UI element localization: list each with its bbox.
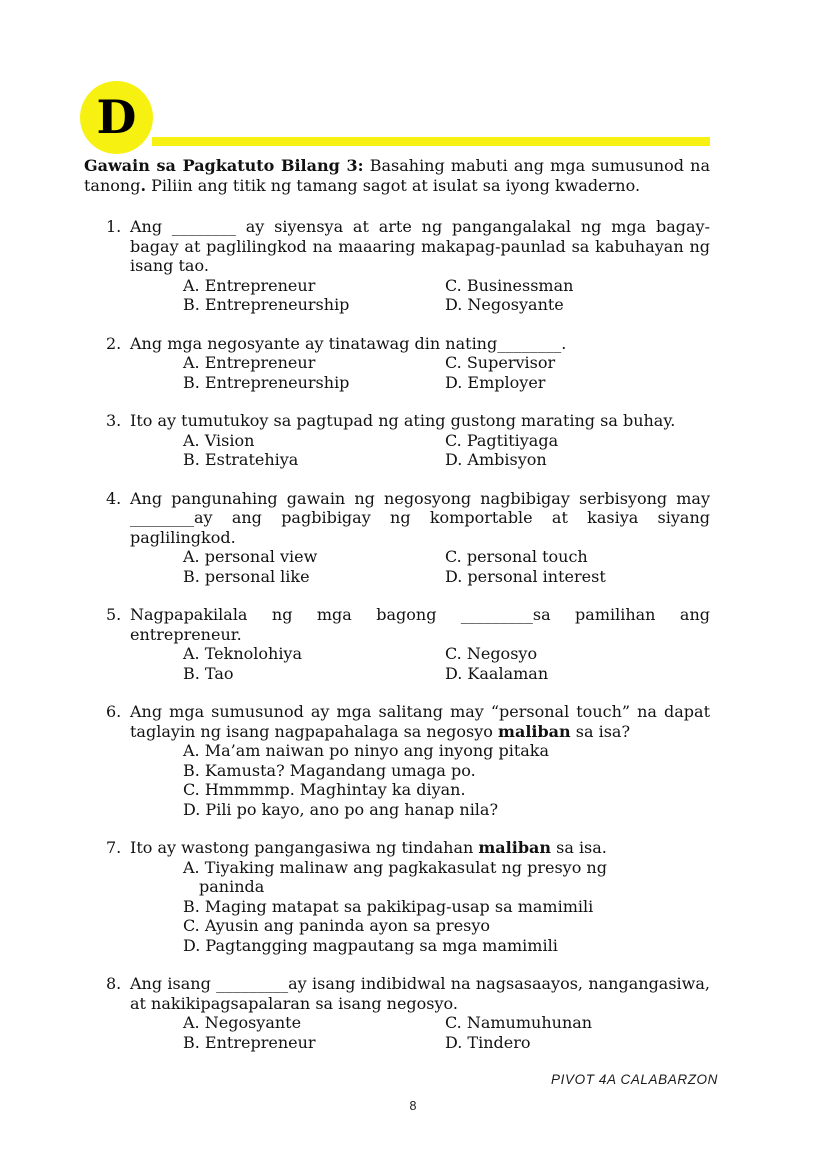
yellow-rule xyxy=(152,137,710,146)
question-number: 2. xyxy=(106,333,122,353)
question-body xyxy=(130,489,710,587)
activity-title: Gawain sa Pagkatuto Bilang 3: xyxy=(84,156,364,175)
section-badge-letter: D xyxy=(96,89,137,144)
option-item: D. Tindero xyxy=(445,1032,531,1052)
activity-instructions-text-a: Basahing mabuti ang mga sumusunod na tanong xyxy=(84,156,711,195)
activity-instructions-bold-period: . xyxy=(140,175,147,195)
question-text xyxy=(130,838,710,858)
option-group xyxy=(183,276,710,315)
question-row xyxy=(106,974,710,1052)
question-body xyxy=(130,605,710,683)
question-row xyxy=(106,605,710,683)
option-item: C. Hmmmmp. Maghintay ka diyan. xyxy=(183,780,466,799)
question-item xyxy=(84,334,710,393)
question-item xyxy=(84,974,710,1052)
option-item: C. Pagtitiyaga xyxy=(445,430,559,450)
option-item: A. Ma’am naiwan po ninyo ang inyong pitaka xyxy=(183,741,550,760)
option-group xyxy=(183,547,710,586)
option-group xyxy=(183,1013,710,1052)
option-group xyxy=(183,353,710,392)
option-item: B. Maging matapat sa pakikipag-usap sa mamimili xyxy=(183,896,594,916)
question-text-before: Ang pangunahing gawain ng negosyong nagbibigay serbisyong may ________ay ang pagbibigay ng komportable at kasiya siyang paglilingkod. xyxy=(130,488,710,547)
option-item: A. Negosyante xyxy=(183,1013,302,1032)
option-item: D. Kaalaman xyxy=(445,663,549,683)
question-item xyxy=(84,411,710,470)
question-number: 3. xyxy=(106,411,122,430)
question-item xyxy=(84,605,710,683)
question-body xyxy=(130,334,710,393)
page-number: 8 xyxy=(409,1099,417,1113)
activity-instructions-text-b: Piliin ang titik ng tamang sagot at isulat sa iyong kwaderno. xyxy=(146,175,641,195)
question-text xyxy=(130,334,710,354)
option-item: B. Entrepreneurship xyxy=(183,372,350,392)
option-item: A. Tiyaking malinaw ang pagkakasulat ng presyo ng paninda xyxy=(183,857,607,896)
option-item: C. Negosyo xyxy=(445,644,538,663)
question-number: 4. xyxy=(106,488,122,508)
option-item: C. personal touch xyxy=(445,547,588,566)
option-item: D. Ambisyon xyxy=(445,450,547,469)
question-text xyxy=(130,411,710,431)
question-row xyxy=(106,217,710,315)
option-item: B. Estratehiya xyxy=(183,450,299,469)
question-text xyxy=(130,605,710,644)
option-item: B. Entrepreneur xyxy=(183,1032,316,1052)
option-item: B. Tao xyxy=(183,663,234,683)
option-item: D. Negosyante xyxy=(445,295,564,314)
question-text xyxy=(130,217,710,276)
question-text-after: sa isa. xyxy=(551,838,607,857)
question-row xyxy=(106,489,710,587)
option-item: A. Vision xyxy=(183,430,255,450)
question-item xyxy=(84,217,710,315)
option-item: C. Businessman xyxy=(445,275,574,295)
question-body xyxy=(130,974,710,1052)
option-item: D. Pagtangging magpautang sa mga mamimili xyxy=(183,935,558,955)
page-content xyxy=(84,156,710,1071)
option-group xyxy=(183,431,710,470)
question-text-before: Ang mga negosyante ay tinatawag din nating________. xyxy=(130,333,567,353)
question-text-before: Ito ay tumutukoy sa pagtupad ng ating gustong marating sa buhay. xyxy=(130,411,676,430)
option-item: B. personal like xyxy=(183,566,310,586)
option-item: B. Kamusta? Magandang umaga po. xyxy=(183,760,476,780)
option-item: A. personal view xyxy=(183,547,318,566)
question-text xyxy=(130,702,710,741)
question-row xyxy=(106,838,710,955)
option-item: D. personal interest xyxy=(445,566,606,586)
question-text-after: sa isa? xyxy=(570,721,631,741)
option-item: A. Entrepreneur xyxy=(183,275,316,295)
option-item: A. Entrepreneur xyxy=(183,353,316,372)
option-item: B. Entrepreneurship xyxy=(183,295,350,314)
option-item: A. Teknolohiya xyxy=(183,644,303,663)
question-text xyxy=(130,974,710,1013)
option-group xyxy=(183,644,710,683)
option-group xyxy=(183,858,615,956)
question-item xyxy=(84,489,710,587)
question-row xyxy=(106,702,710,819)
question-body xyxy=(130,838,710,955)
option-item: C. Supervisor xyxy=(445,353,556,372)
activity-instructions xyxy=(84,156,710,195)
question-row xyxy=(106,334,710,393)
question-number: 5. xyxy=(106,605,122,624)
question-number: 1. xyxy=(106,217,122,236)
question-text xyxy=(130,489,710,548)
question-body xyxy=(130,411,710,470)
question-item xyxy=(84,838,710,955)
question-text-before: Ang isang _________ay isang indibidwal na nagsasaayos, nangangasiwa, at nakikipagsapalaran sa isang negosyo. xyxy=(130,974,710,1013)
question-text-before: Nagpapakilala ng mga bagong _________sa pamilihan ang entrepreneur. xyxy=(130,605,710,644)
question-number: 6. xyxy=(106,702,122,721)
question-number: 7. xyxy=(106,838,122,857)
question-list xyxy=(84,217,710,1052)
question-number: 8. xyxy=(106,974,122,993)
question-text-bold: maliban xyxy=(498,721,571,741)
question-text-before: Ang ________ ay siyensya at arte ng pangangalakal ng mga bagay-bagay at paglilingkod na maaaring makapag-paunlad sa kabuhayan ng isang tao. xyxy=(130,217,710,275)
question-text-bold: maliban xyxy=(478,838,552,857)
question-row xyxy=(106,411,710,470)
footer-brand: PIVOT 4A CALABARZON xyxy=(551,1072,718,1087)
option-item: C. Ayusin ang paninda ayon sa presyo xyxy=(183,916,491,935)
option-item: C. Namumuhunan xyxy=(445,1013,593,1032)
option-item: D. Pili po kayo, ano po ang hanap nila? xyxy=(183,799,499,819)
question-body xyxy=(130,217,710,315)
option-group xyxy=(183,741,615,819)
question-text-before: Ang mga sumusunod ay mga salitang may “personal touch” na dapat taglayin ng isang nagpapahalaga sa negosyo xyxy=(130,702,710,741)
question-item xyxy=(84,702,710,819)
question-text-before: Ito ay wastong pangangasiwa ng tindahan xyxy=(130,838,479,857)
section-badge xyxy=(80,81,153,154)
option-item: D. Employer xyxy=(445,372,546,392)
question-body xyxy=(130,702,710,819)
